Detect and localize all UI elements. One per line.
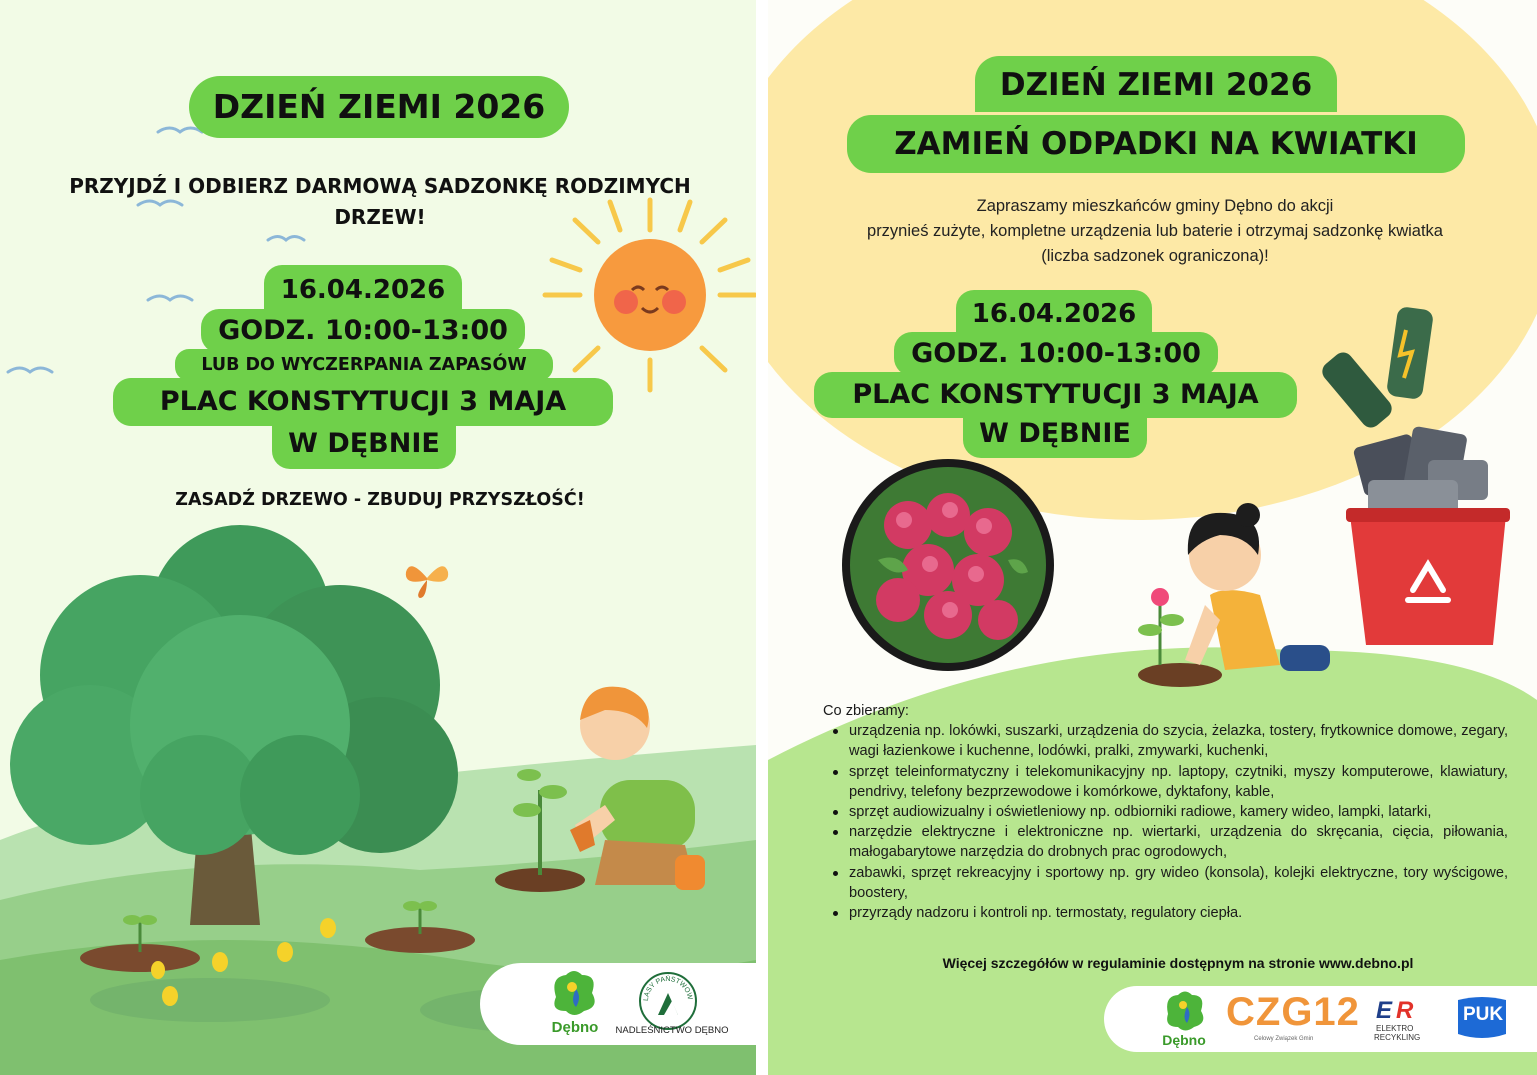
collection-item: sprzęt audiowizualny i oświetleniowy np. odbiorniki radiowe, kamery wideo, lampki, latarki, <box>823 802 1508 822</box>
right-intro-line-2: przynieś zużyte, kompletne urządzenia lub baterie i otrzymaj sadzonkę kwiatka <box>867 222 1443 240</box>
tree-icon <box>0 525 480 945</box>
right-town: W DĘBNIE <box>963 414 1147 458</box>
collection-list <box>823 701 1508 923</box>
batteries-icon <box>1334 300 1444 420</box>
girl-planting-icon <box>1130 495 1340 690</box>
svg-text:E: E <box>1376 997 1393 1024</box>
right-intro <box>800 194 1510 269</box>
right-debno-label: Dębno <box>1162 1032 1206 1048</box>
elektro-recykling-logo-icon <box>1376 996 1426 1022</box>
er-line-1: ELEKTRO <box>1376 1024 1414 1033</box>
debno-logo-icon <box>546 967 602 1017</box>
left-nadlesnictwo-label: NADLEŚNICTWO DĘBNO <box>615 1025 729 1036</box>
collection-item: przyrządy nadzoru i kontroli np. termostaty, regulatory ciepła. <box>823 903 1508 923</box>
lasy-arc-text: LASY PAŃSTWOWE <box>635 966 694 1002</box>
right-date: 16.04.2026 <box>956 290 1152 336</box>
collection-item: narzędzie elektryczne i elektroniczne np. wiertarki, urządzenia do skręcania, cięcia, piłowania, małogabarytowe narzędzia do drobnych prac ogrodowych, <box>823 822 1508 862</box>
left-title: DZIEŃ ZIEMI 2026 <box>189 76 569 138</box>
hydrangea-photo <box>838 460 1058 670</box>
puk-logo-text: PUK <box>1462 1004 1504 1025</box>
left-town: W DĘBNIE <box>272 421 456 469</box>
svg-text:R: R <box>1396 997 1414 1024</box>
right-intro-line-1: Zapraszamy mieszkańców gminy Dębno do akcji <box>976 197 1334 215</box>
er-line-2: RECYKLING <box>1374 1033 1421 1042</box>
collection-item: urządzenia np. lokówki, suszarki, urządzenia do szycia, żelazka, tostery, frytkownice domowe, zegary, wagi łazienkowe i kuchenne, lodówki, pralki, zmywarki, kuchenki, <box>823 721 1508 761</box>
left-date: 16.04.2026 <box>264 265 462 313</box>
collection-items <box>823 721 1508 923</box>
debno-logo-icon <box>1160 988 1210 1032</box>
left-place: PLAC KONSTYTUCJI 3 MAJA <box>113 378 613 426</box>
left-slogan: ZASADŹ DRZEWO - ZBUDUJ PRZYSZŁOŚĆ! <box>175 490 585 510</box>
right-intro-line-3: (liczba sadzonek ograniczona)! <box>1041 247 1269 265</box>
left-note: LUB DO WYCZERPANIA ZAPASÓW <box>175 349 553 381</box>
seedlings-icon <box>40 900 490 1030</box>
left-time: GODZ. 10:00-13:00 <box>201 309 525 353</box>
left-logo-bar <box>480 963 756 1045</box>
right-time: GODZ. 10:00-13:00 <box>894 332 1218 376</box>
czg-logo-text: CZG12 <box>1226 990 1360 1034</box>
left-debno-label: Dębno <box>551 1019 599 1036</box>
collection-heading: Co zbieramy: <box>823 703 909 719</box>
czg-logo-subtext: Celowy Związek Gmin <box>1254 1036 1314 1042</box>
right-subtitle: ZAMIEŃ ODPADKI NA KWIATKI <box>847 115 1465 173</box>
left-poster <box>0 0 756 1075</box>
boy-planting-icon <box>495 680 715 900</box>
right-title: DZIEŃ ZIEMI 2026 <box>975 56 1337 112</box>
lasy-panstwowe-logo-icon <box>635 966 698 1031</box>
right-place: PLAC KONSTYTUCJI 3 MAJA <box>814 372 1297 418</box>
collection-item: sprzęt teleinformatyczny i telekomunikacyjny np. laptopy, czytniki, myszy komputerowe, klawiatury, pendrivy, telefony bezprzewodowe i komórkowe, dyktafony, kable, <box>823 762 1508 802</box>
more-info-link-text: Więcej szczegółów w regulaminie dostępnym na stronie www.debno.pl <box>942 955 1414 971</box>
right-logo-bar <box>1104 986 1537 1052</box>
left-subtitle: PRZYJDŹ I ODBIERZ DARMOWĄ SADZONKĘ RODZIMYCH DRZEW! <box>69 174 691 229</box>
collection-item: zabawki, sprzęt rekreacyjny i sportowy np. gry wideo (konsola), kolejki elektryczne, tory wyścigowe, boostery, <box>823 863 1508 903</box>
recycling-bin-icon <box>1328 420 1528 660</box>
